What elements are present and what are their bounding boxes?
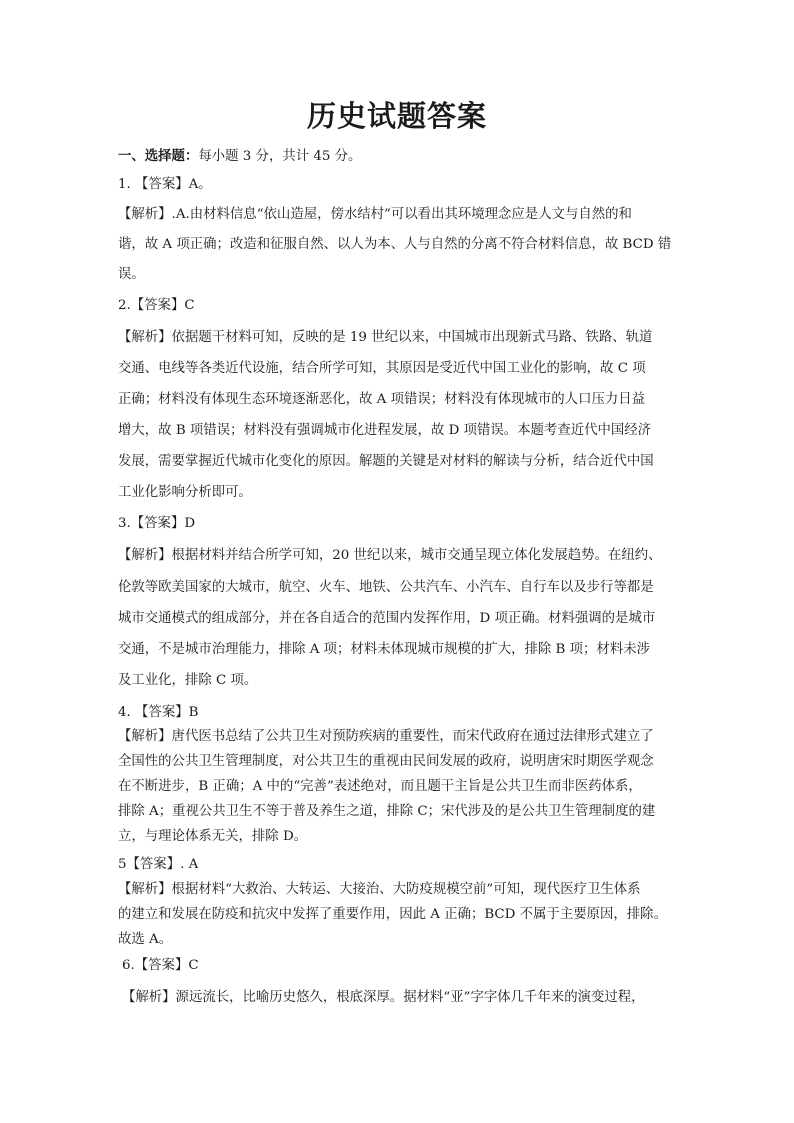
answer-line: 3.【答案】D bbox=[118, 516, 196, 531]
explanation-line: 排除 A；重视公共卫生不等于普及养生之道，排除 C；宋代涉及的是公共卫生管理制度的建 bbox=[118, 804, 656, 819]
section-note: 每小题 3 分，共计 45 分。 bbox=[198, 149, 362, 164]
explanation-line: 交通、电线等各类近代设施，结合所学可知，其原因是受近代中国工业化的影响，故 C 项 bbox=[118, 361, 646, 376]
answer-line: 1. 【答案】A。 bbox=[118, 177, 212, 192]
section-label: 一、选择题： bbox=[118, 148, 199, 164]
explanation-line: 增大，故 B 项错误；材料没有强调城市化进程发展，故 D 项错误。本题考查近代中国经济 bbox=[118, 423, 652, 438]
explanation-line: 立，与理论体系无关，排除 D。 bbox=[118, 829, 308, 844]
explanation-line: 故选 A。 bbox=[118, 932, 173, 947]
answer-line: 6.【答案】C bbox=[122, 958, 199, 973]
explanation-line: 【解析】.A.由材料信息“依山造屋，傍水结村”可以看出其环境理念应是人文与自然的和 bbox=[118, 207, 632, 222]
explanation-line: 交通，不是城市治理能力，排除 A 项；材料未体现城市规模的扩大，排除 B 项；材料未涉 bbox=[118, 642, 650, 657]
explanation-line: 全国性的公共卫生管理制度，对公共卫生的重视由民间发展的政府，说明唐宋时期医学观念 bbox=[118, 754, 654, 769]
explanation-line: 正确；材料没有体现生态环境逐渐恶化，故 A 项错误；材料没有体现城市的人口压力日益 bbox=[118, 392, 646, 407]
explanation-line: 误。 bbox=[118, 267, 145, 282]
explanation-line: 工业化影响分析即可。 bbox=[118, 485, 252, 500]
explanation-line: 在不断进步，B 正确；A 中的“完善”表述绝对，而且题干主旨是公共卫生而非医药体系， bbox=[118, 779, 642, 794]
page-title: 历史试题答案 bbox=[306, 99, 487, 133]
explanation-line: 谐，故 A 项正确；改造和征服自然、以人为本、人与自然的分离不符合材料信息，故 BCD 错 bbox=[118, 237, 672, 252]
explanation-line: 【解析】根据材料“大救治、大转运、大接治、大防疫规模空前”可知，现代医疗卫生体系 bbox=[118, 882, 641, 897]
explanation-line: 发展，需要掌握近代城市化变化的原因。解题的关键是对材料的解读与分析，结合近代中国 bbox=[118, 454, 654, 469]
explanation-line: 的建立和发展在防疫和抗灾中发挥了重要作用，因此 A 正确；BCD 不属于主要原因，排除。 bbox=[118, 907, 667, 922]
answer-line: 4. 【答案】B bbox=[118, 705, 199, 720]
explanation-line: 【解析】唐代医书总结了公共卫生对预防疾病的重要性，而宋代政府在通过法律形式建立了 bbox=[118, 729, 654, 744]
section-heading bbox=[118, 146, 678, 167]
answer-line: 2.【答案】C bbox=[118, 298, 195, 313]
explanation-line: 伦敦等欧美国家的大城市，航空、火车、地铁、公共汽车、小汽车、自行车以及步行等都是 bbox=[118, 580, 654, 595]
explanation-line: 及工业化，排除 C 项。 bbox=[118, 673, 258, 688]
explanation-line: 城市交通模式的组成部分，并在各自适合的范围内发挥作用，D 项正确。材料强调的是城市 bbox=[118, 611, 656, 626]
answer-line: 5【答案】. A bbox=[118, 857, 199, 872]
explanation-line: 【解析】源远流长，比喻历史悠久，根底深厚。据材料“亚”字字体几千年来的演变过程， bbox=[122, 990, 645, 1005]
explanation-line: 【解析】根据材料并结合所学可知，20 世纪以来，城市交通呈现立体化发展趋势。在纽约、 bbox=[118, 548, 662, 563]
explanation-line: 【解析】依据题干材料可知，反映的是 19 世纪以来，中国城市出现新式马路、铁路、轨道 bbox=[118, 330, 653, 345]
